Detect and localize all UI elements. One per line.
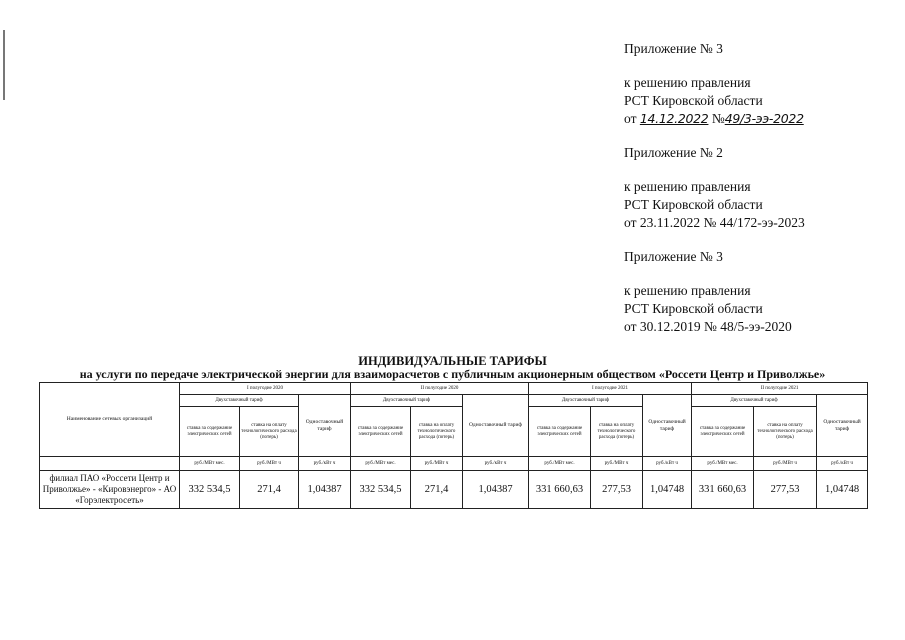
period-header: I полугодие 2020 <box>180 383 351 395</box>
appendix-line: к решению правления <box>624 179 751 194</box>
document-title: ИНДИВИДУАЛЬНЫЕ ТАРИФЫ <box>358 354 547 368</box>
two-part-tariff-header: Двухставочный тариф <box>351 395 463 407</box>
unit-cell: руб./кВт ч <box>299 457 351 471</box>
unit-cell: руб./МВт ч <box>591 457 643 471</box>
unit-cell: руб./кВт ч <box>817 457 868 471</box>
unit-cell: руб./МВт мес. <box>692 457 754 471</box>
single-rate-header: Одноставочный тариф <box>643 395 692 457</box>
unit-cell: руб./кВт ч <box>463 457 529 471</box>
single-rate-header: Одноставочный тариф <box>817 395 868 457</box>
value-cell: 332 534,5 <box>180 471 240 509</box>
period-header-row <box>40 383 868 395</box>
value-cell: 331 660,63 <box>692 471 754 509</box>
tariffs-table <box>39 382 868 509</box>
value-cell: 1,04748 <box>817 471 868 509</box>
handwritten-date: 14.12.2022 <box>639 111 709 126</box>
period-header: II полугодие 2021 <box>692 383 868 395</box>
value-cell: 332 534,5 <box>351 471 411 509</box>
handwritten-number: 49/3-ээ-2022 <box>724 111 804 126</box>
unit-cell: руб./МВт ч <box>754 457 817 471</box>
unit-cell: руб./МВт мес. <box>180 457 240 471</box>
units-row <box>40 457 868 471</box>
single-rate-header: Одноставочный тариф <box>463 395 529 457</box>
org-column-header: Наименование сетевых организаций <box>40 383 180 457</box>
two-part-tariff-header: Двухставочный тариф <box>529 395 643 407</box>
loss-rate-header: ставка на оплату технологического расхода (потерь) <box>240 407 299 457</box>
loss-rate-header: ставка на оплату технологического расхода (потерь) <box>411 407 463 457</box>
single-rate-header: Одноставочный тариф <box>299 395 351 457</box>
maintenance-rate-header: ставка за содержание электрических сетей <box>529 407 591 457</box>
appendix-line: к решению правления <box>624 283 751 298</box>
two-part-tariff-header: Двухставочный тариф <box>180 395 299 407</box>
appendix-line: от 23.11.2022 № 44/172-ээ-2023 <box>624 215 805 230</box>
period-header: II полугодие 2020 <box>351 383 529 395</box>
unit-cell: руб./кВт ч <box>643 457 692 471</box>
value-cell: 1,04748 <box>643 471 692 509</box>
appendix-references <box>624 40 894 336</box>
value-cell: 271,4 <box>411 471 463 509</box>
maintenance-rate-header: ставка за содержание электрических сетей <box>351 407 411 457</box>
document-subtitle: на услуги по передаче электрической энергии для взаиморасчетов с публичным акционерным обществом «Россети Центр и Приволжье» <box>79 367 826 381</box>
maintenance-rate-header: ставка за содержание электрических сетей <box>180 407 240 457</box>
number-sign: № <box>711 111 725 126</box>
unit-cell: руб./МВт ч <box>411 457 463 471</box>
value-cell: 1,04387 <box>463 471 529 509</box>
unit-cell: руб./МВт мес. <box>351 457 411 471</box>
unit-cell: руб./МВт ч <box>240 457 299 471</box>
appendix-title: Приложение № 2 <box>624 145 723 160</box>
loss-rate-header: ставка на оплату технологического расхода (потерь) <box>754 407 817 457</box>
appendix-date-line <box>624 110 894 128</box>
appendix-line: РСТ Кировской области <box>624 93 763 108</box>
value-cell: 277,53 <box>591 471 643 509</box>
value-cell: 277,53 <box>754 471 817 509</box>
period-header: I полугодие 2021 <box>529 383 692 395</box>
appendix-line: РСТ Кировской области <box>624 197 763 212</box>
table-row <box>40 471 868 509</box>
value-cell: 1,04387 <box>299 471 351 509</box>
value-cell: 331 660,63 <box>529 471 591 509</box>
appendix-line: от 30.12.2019 № 48/5-ээ-2020 <box>624 319 792 334</box>
appendix-title: Приложение № 3 <box>624 249 723 264</box>
org-name-cell: филиал ПАО «Россети Центр и Приволжье» - «Кировэнерго» - АО «Горэлектросеть» <box>40 471 180 509</box>
loss-rate-header: ставка на оплату технологического расхода (потерь) <box>591 407 643 457</box>
date-prefix: от <box>624 111 637 126</box>
appendix-line: РСТ Кировской области <box>624 301 763 316</box>
appendix-line: к решению правления <box>624 75 751 90</box>
appendix-title: Приложение № 3 <box>624 41 723 56</box>
maintenance-rate-header: ставка за содержание электрических сетей <box>692 407 754 457</box>
unit-cell: руб./МВт мес. <box>529 457 591 471</box>
value-cell: 271,4 <box>240 471 299 509</box>
scan-edge-mark <box>3 30 5 100</box>
two-part-tariff-header: Двухставочный тариф <box>692 395 817 407</box>
units-row-blank <box>40 457 180 471</box>
